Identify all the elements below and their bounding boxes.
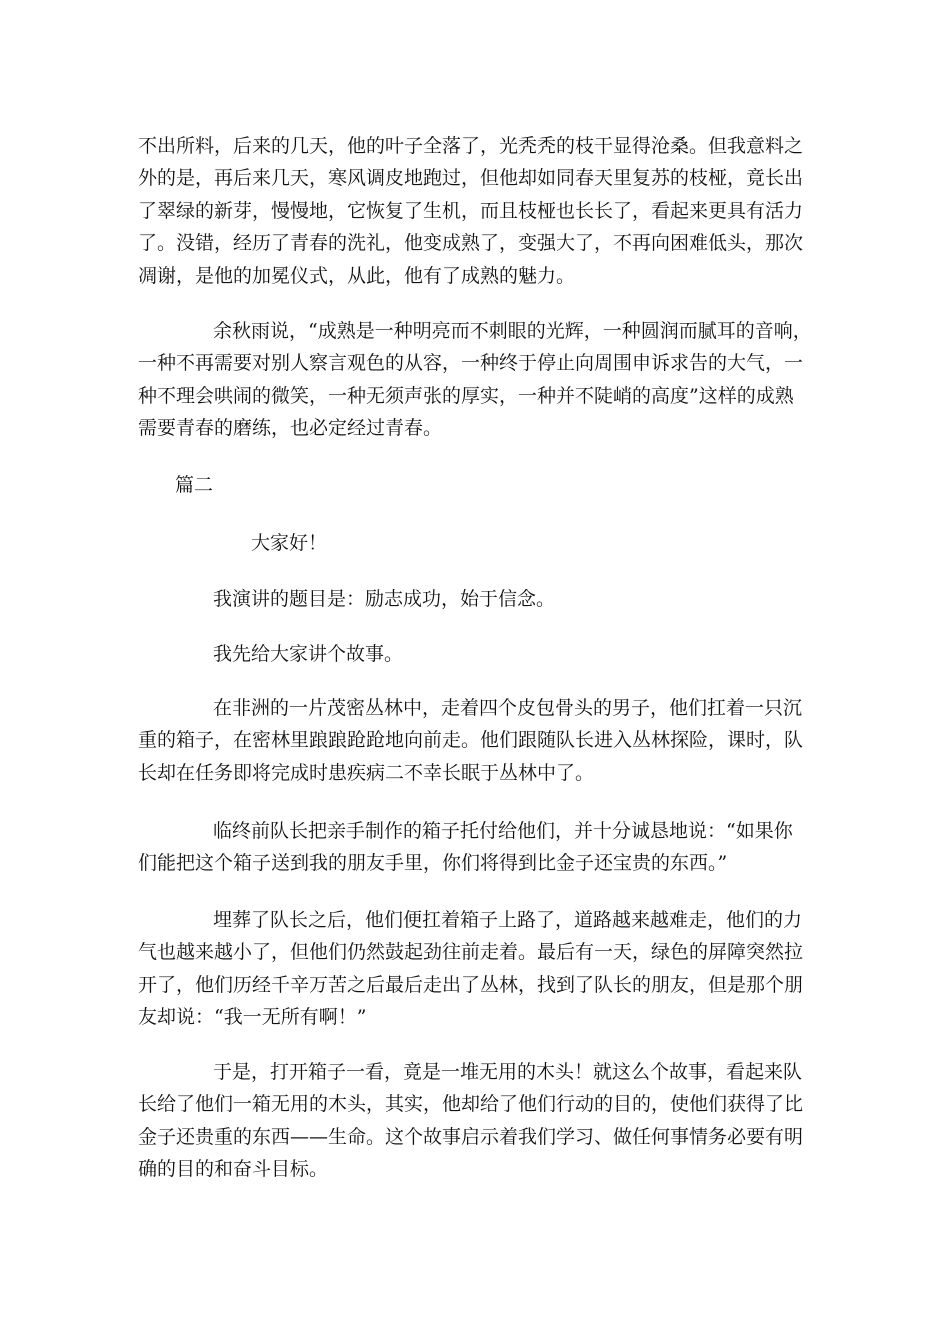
text-line: 不出所料，后来的几天，他的叶子全落了，光秃秃的枝干显得沧桑。但我意料之: [138, 135, 804, 157]
text-line: 大家好！: [251, 532, 328, 554]
text-line: 重的箱子，在密林里踉踉跄跄地向前走。他们跟随队长进入丛林探险，课时，队: [138, 729, 804, 752]
text-line: 一种不再需要对别人察言观色的从容，一种终于停止向周围申诉求告的大气，一: [138, 352, 804, 375]
text-line: 金子还贵重的东西——生命。这个故事启示着我们学习、做任何事情务必要有明: [138, 1125, 804, 1148]
text-line: 在非洲的一片茂密丛林中，走着四个皮包骨头的男子，他们扛着一只沉: [213, 697, 803, 719]
text-line: 需要青春的磨练，也必定经过青春。: [138, 417, 443, 440]
text-line: 外的是，再后来几天，寒风调皮地跑过，但他却如同春天里复苏的枝桠，竟长出: [138, 167, 804, 190]
paragraph-story-3: [138, 904, 812, 1034]
text-line: 我演讲的题目是：励志成功，始于信念。: [213, 588, 556, 610]
speech-topic: [213, 583, 887, 615]
text-line: 气也越来越小了，但他们仍然鼓起劲往前走着。最后有一天，绿色的屏障突然拉: [138, 941, 804, 964]
paragraph-2: [138, 315, 812, 445]
text-line: 于是，打开箱子一看，竟是一堆无用的木头！就这么个故事，看起来队: [213, 1061, 803, 1083]
text-line: 长给了他们一箱无用的木头，其实，他却给了他们行动的目的，使他们获得了比: [138, 1093, 804, 1116]
text-line: 埋葬了队长之后，他们便扛着箱子上路了，道路越来越难走，他们的力: [213, 909, 803, 931]
text-line: 篇二: [175, 474, 214, 496]
text-line: 确的目的和奋斗目标。: [138, 1158, 329, 1181]
paragraph-story-2: [138, 815, 812, 880]
text-line: 凋谢，是他的加冕仪式，从此，他有了成熟的魅力。: [138, 264, 576, 287]
story-intro: [213, 638, 887, 670]
text-line: 了。没错，经历了青春的洗礼，他变成熟了，变强大了，不再向困难低头，那次: [138, 232, 804, 255]
text-line: 我先给大家讲个故事。: [213, 643, 404, 665]
text-line: 开了，他们历经千辛万苦之后最后走出了丛林，找到了队长的朋友，但是那个朋: [138, 973, 804, 996]
paragraph-story-4: [138, 1056, 812, 1186]
greeting: [251, 527, 925, 559]
text-line: 们能把这个箱子送到我的朋友手里，你们将得到比金子还宝贵的东西。”: [138, 852, 728, 875]
text-line: 余秋雨说，“成熟是一种明亮而不刺眼的光辉，一种圆润而腻耳的音响，: [213, 320, 812, 342]
paragraph-1: [138, 130, 812, 292]
text-line: 友却说：“我一无所有啊！”: [138, 1006, 367, 1029]
paragraph-story-1: [138, 692, 812, 789]
section-heading: [175, 469, 849, 501]
text-line: 了翠绿的新芽，慢慢地，它恢复了生机，而且枝桠也长长了，看起来更具有活力: [138, 199, 804, 222]
text-line: 临终前队长把亲手制作的箱子托付给他们，并十分诚恳地说：“如果你: [213, 820, 793, 842]
text-line: 种不理会哄闹的微笑，一种无须声张的厚实，一种并不陡峭的高度”这样的成熟: [138, 384, 794, 407]
text-line: 长却在任务即将完成时患疾病二不幸长眠于丛林中了。: [138, 761, 595, 784]
